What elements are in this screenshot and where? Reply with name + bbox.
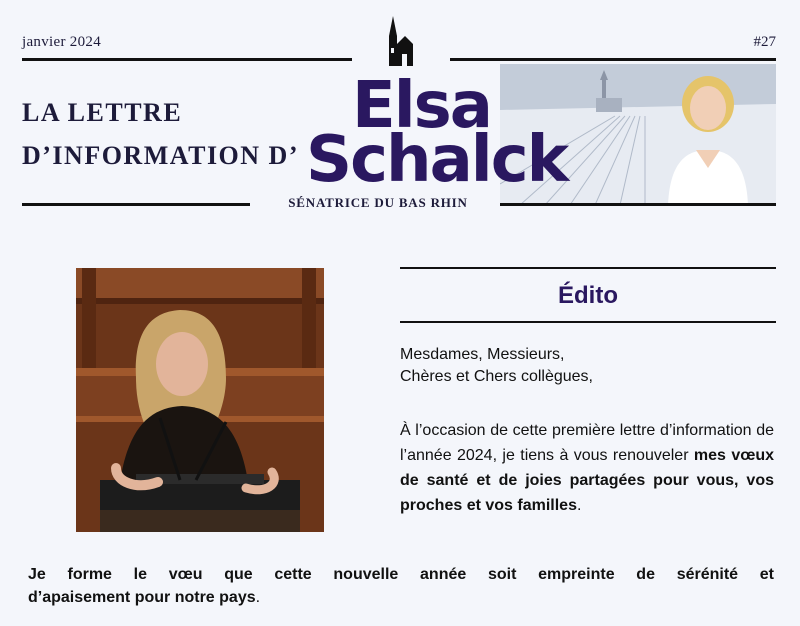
edito-title: Édito xyxy=(558,282,618,309)
issue-date: janvier 2024 xyxy=(22,34,101,50)
issue-number: #27 xyxy=(753,34,776,50)
edito-paragraph xyxy=(400,418,774,518)
header-top-rule-right xyxy=(450,58,776,61)
closing-end: . xyxy=(255,589,261,606)
para-end: . xyxy=(576,497,582,514)
edito-bottom-rule xyxy=(400,321,776,323)
newsletter-title-line1: LA LETTRE xyxy=(22,98,183,127)
church-steeple-icon xyxy=(383,14,419,66)
closing-statement xyxy=(28,563,774,609)
senator-speaking-photo xyxy=(76,268,324,532)
greeting-line2: Chères et Chers collègues, xyxy=(400,368,593,385)
senator-last-name: Schalck xyxy=(306,123,568,197)
edito-top-rule xyxy=(400,267,776,269)
senator-subtitle: SÉNATRICE DU BAS RHIN xyxy=(288,195,468,210)
header-bottom-rule-right xyxy=(500,203,776,206)
newsletter-title-line2: D’INFORMATION D’ xyxy=(22,141,299,170)
header-top-rule-left xyxy=(22,58,352,61)
para-bold-wishes: mes vœux de santé et de joies partagées pour vous, vos proches et vos familles xyxy=(400,447,775,514)
greeting-line1: Mesdames, Messieurs, xyxy=(400,346,565,363)
closing-line2: d’apaisement pour notre pays xyxy=(28,589,256,606)
edito-greeting xyxy=(400,344,780,388)
para-text: À l’occasion de cette première lettre d’information de l’année 2024, je tiens à vous renouveler xyxy=(400,422,774,464)
closing-line1: Je forme le vœu que cette nouvelle année soit empreinte de sérénité et xyxy=(28,566,774,583)
senator-first-name: Elsa xyxy=(352,69,491,143)
header-bottom-rule-left xyxy=(22,203,250,206)
